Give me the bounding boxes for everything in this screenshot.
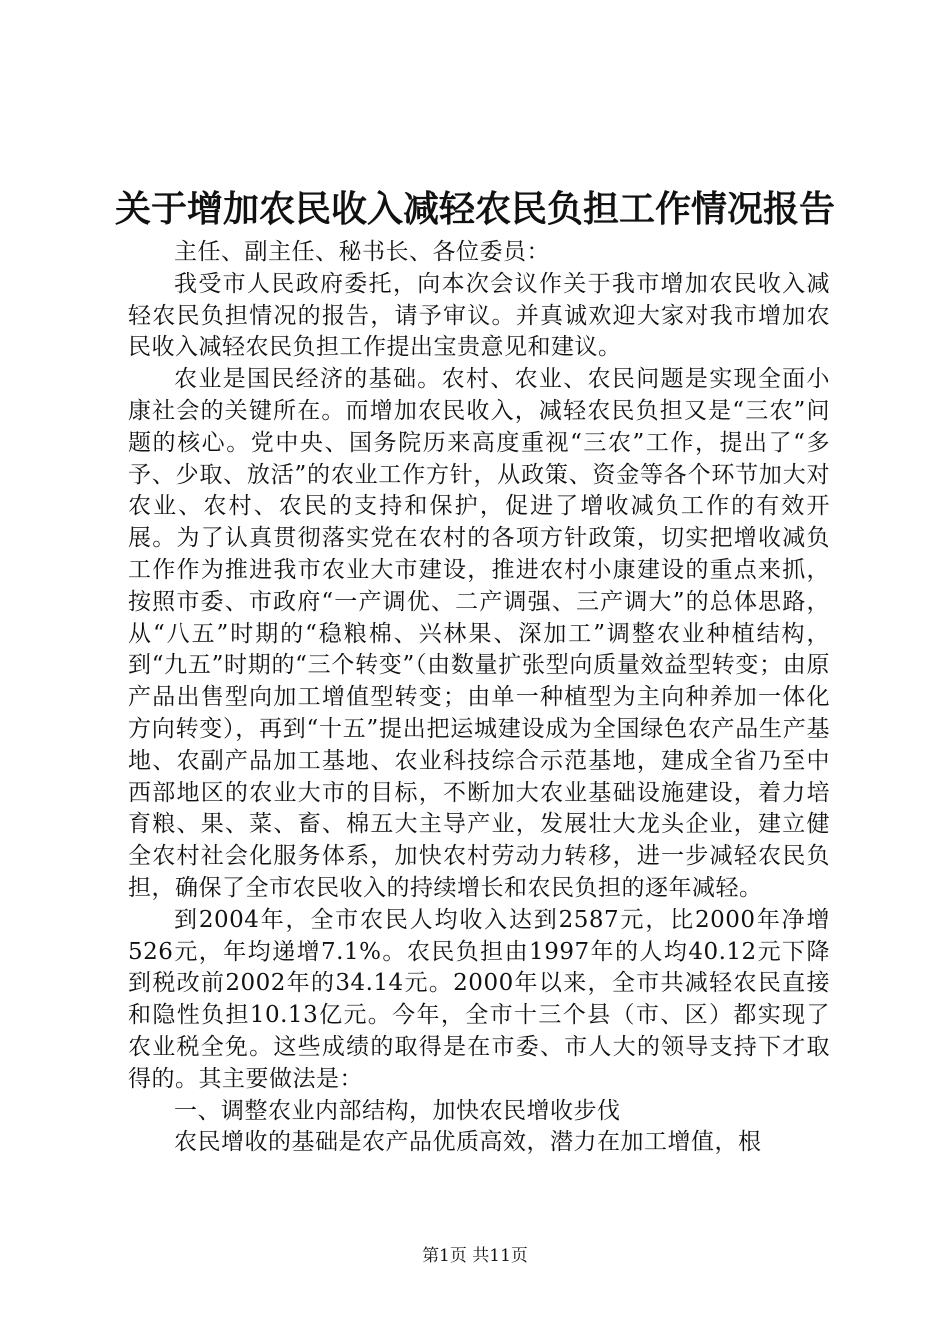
paragraph-intro: 我受市人民政府委托，向本次会议作关于我市增加农民收入减轻农民负担情况的报告，请予审议。并真诚欢迎大家对我市增加农民收入减轻农民负担工作提出宝贵意见和建议。: [128, 270, 830, 361]
paragraph-results: 到2004年，全市农民人均收入达到2587元，比2000年净增526元，年均递增7.1%。农民负担由1997年的人均40.12元下降到税改前2002年的34.14元。2000年以来，全市共减轻农民直接和隐性负担10.13亿元。今年，全市十三个县（市、区）都实现了农业税全免。这些成绩的取得是在市委、市人大的领导支持下才取得的。其主要做法是：: [128, 906, 830, 1092]
section-heading: 一、调整农业内部结构，加快农民增收步伐: [174, 1097, 621, 1124]
paragraph-section-one: 农民增收的基础是农产品优质高效，潜力在加工增值，根: [174, 1129, 762, 1156]
paragraph-background: 农业是国民经济的基础。农村、农业、农民问题是实现全面小康社会的关键所在。而增加农民收入，减轻农民负担又是“三农”问题的核心。党中央、国务院历来高度重视“三农”工作，提出了“多予、少取、放活”的农业工作方针，从政策、资金等各个环节加大对农业、农村、农民的支持和保护，促进了增收减负工作的有效开展。为了认真贯彻落实党在农村的各项方针政策，切实把增收减负工作作为推进我市农业大市建设，推进农村小康建设的重点来抓，按照市委、市政府“一产调优、二产调强、三产调大”的总体思路，从“八五”时期的“稳粮棉、兴林果、深加工”调整农业种植结构，到“九五”时期的“三个转变”（由数量扩张型向质量效益型转变；由原产品出售型向加工增值型转变；由单一种植型为主向种养加一体化方向转变），再到“十五”提出把运城建设成为全国绿色农产品生产基地、农副产品加工基地、农业科技综合示范基地，建成全省乃至中西部地区的农业大市的目标，不断加大农业基础设施建设，着力培育粮、果、菜、畜、棉五大主导产业，发展壮大龙头企业，建立健全农村社会化服务体系，加快农村劳动力转移，进一步减轻农民负担，确保了全市农民收入的持续增长和农民负担的逐年减轻。: [128, 366, 830, 901]
document-body: [128, 237, 830, 1159]
page-number-footer: 第1页 共11页: [422, 1246, 528, 1266]
document-title: 关于增加农民收入减轻农民负担工作情况报告: [114, 188, 835, 230]
salutation: 主任、副主任、秘书长、各位委员：: [174, 239, 550, 265]
